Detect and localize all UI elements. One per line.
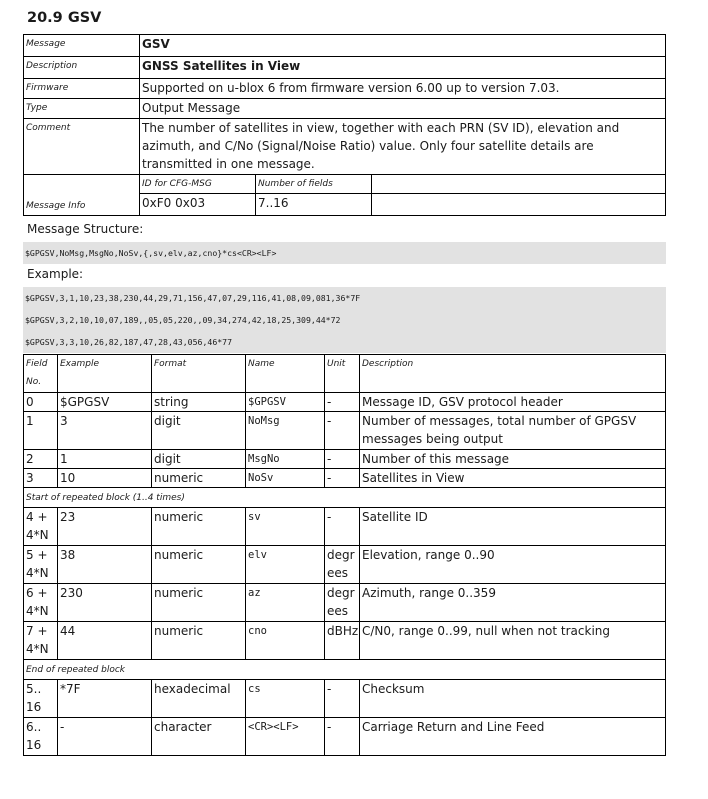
field-format: string	[152, 393, 246, 412]
field-unit: -	[325, 412, 360, 450]
field-name: NoMsg	[246, 412, 325, 450]
field-description: Carriage Return and Line Feed	[360, 718, 666, 756]
field-format: character	[152, 718, 246, 756]
table-row	[24, 546, 666, 584]
field-example: 3	[58, 412, 152, 450]
message-label: Message	[24, 35, 140, 57]
header-field-no: Field No.	[24, 355, 58, 393]
example-code-block	[23, 287, 666, 353]
field-no: 0	[24, 393, 58, 412]
field-description: Message ID, GSV protocol header	[360, 393, 666, 412]
field-unit: degrees	[325, 546, 360, 584]
field-description: Checksum	[360, 680, 666, 718]
field-example: 10	[58, 469, 152, 488]
field-description: Elevation, range 0..90	[360, 546, 666, 584]
field-format: hexadecimal	[152, 680, 246, 718]
type-value: Output Message	[140, 99, 666, 119]
field-example: 1	[58, 450, 152, 469]
section-heading: 20.9 GSV	[27, 10, 102, 26]
field-unit: dBHz	[325, 622, 360, 660]
field-no: 4 + 4*N	[24, 508, 58, 546]
field-no: 6.. 16	[24, 718, 58, 756]
header-format: Format	[152, 355, 246, 393]
structure-code: $GPGSV,NoMsg,MsgNo,NoSv,{,sv,elv,az,cno}*cs<CR><LF>	[25, 248, 277, 258]
field-name: <CR><LF>	[246, 718, 325, 756]
field-format: digit	[152, 412, 246, 450]
field-no: 5.. 16	[24, 680, 58, 718]
example-line: $GPGSV,3,3,10,26,82,187,47,28,43,056,46*77	[25, 337, 233, 347]
field-name: cno	[246, 622, 325, 660]
number-of-fields-header: Number of fields	[256, 175, 372, 194]
description-label: Description	[24, 57, 140, 79]
message-info-label: Message Info	[24, 175, 140, 216]
field-name: sv	[246, 508, 325, 546]
field-no: 5 + 4*N	[24, 546, 58, 584]
field-format: numeric	[152, 469, 246, 488]
field-name: NoSv	[246, 469, 325, 488]
structure-code-block	[23, 242, 666, 264]
field-unit: -	[325, 393, 360, 412]
table-row	[24, 508, 666, 546]
end-repeated-block: End of repeated block	[24, 660, 666, 680]
field-description: Satellites in View	[360, 469, 666, 488]
field-description: C/N0, range 0..99, null when not tracking	[360, 622, 666, 660]
table-row	[24, 450, 666, 469]
field-description: Number of this message	[360, 450, 666, 469]
table-row	[24, 412, 666, 450]
field-format: numeric	[152, 622, 246, 660]
field-format: numeric	[152, 508, 246, 546]
field-unit: -	[325, 450, 360, 469]
structure-label: Message Structure:	[27, 222, 144, 236]
field-unit: -	[325, 508, 360, 546]
field-name: $GPGSV	[246, 393, 325, 412]
id-value: 0xF0 0x03	[140, 194, 256, 216]
blank-cell	[372, 175, 666, 194]
field-description: Azimuth, range 0..359	[360, 584, 666, 622]
field-example: 230	[58, 584, 152, 622]
field-no: 3	[24, 469, 58, 488]
field-example: $GPGSV	[58, 393, 152, 412]
field-no: 7 + 4*N	[24, 622, 58, 660]
type-label: Type	[24, 99, 140, 119]
example-line: $GPGSV,3,1,10,23,38,230,44,29,71,156,47,07,29,116,41,08,09,081,36*7F	[25, 293, 361, 303]
firmware-label: Firmware	[24, 79, 140, 99]
field-name: MsgNo	[246, 450, 325, 469]
table-row	[24, 622, 666, 660]
field-description: Number of messages, total number of GPGSV messages being output	[360, 412, 666, 450]
field-example: *7F	[58, 680, 152, 718]
field-unit: -	[325, 680, 360, 718]
header-unit: Unit	[325, 355, 360, 393]
id-for-cfg-msg-header: ID for CFG-MSG	[140, 175, 256, 194]
start-repeated-block: Start of repeated block (1..4 times)	[24, 488, 666, 508]
description-value: GNSS Satellites in View	[140, 57, 666, 79]
header-example: Example	[58, 355, 152, 393]
field-example: 44	[58, 622, 152, 660]
field-name: elv	[246, 546, 325, 584]
firmware-value: Supported on u-blox 6 from firmware version 6.00 up to version 7.03.	[140, 79, 666, 99]
field-example: -	[58, 718, 152, 756]
field-example: 38	[58, 546, 152, 584]
field-unit: -	[325, 718, 360, 756]
message-value: GSV	[140, 35, 666, 57]
fields-table	[23, 354, 666, 756]
field-unit: -	[325, 469, 360, 488]
field-name: az	[246, 584, 325, 622]
blank-cell	[372, 194, 666, 216]
table-row	[24, 718, 666, 756]
fields-count-value: 7..16	[256, 194, 372, 216]
table-row	[24, 469, 666, 488]
field-no: 1	[24, 412, 58, 450]
table-row	[24, 393, 666, 412]
field-description: Satellite ID	[360, 508, 666, 546]
field-format: numeric	[152, 546, 246, 584]
field-no: 6 + 4*N	[24, 584, 58, 622]
comment-value: The number of satellites in view, together with each PRN (SV ID), elevation and azimuth, and C/No (Signal/Noise Ratio) value. Only four satellite details are transmitted in one message.	[140, 119, 666, 175]
table-row	[24, 584, 666, 622]
field-format: digit	[152, 450, 246, 469]
table-row	[24, 680, 666, 718]
example-line: $GPGSV,3,2,10,10,07,189,,05,05,220,,09,34,274,42,18,25,309,44*72	[25, 315, 341, 325]
message-info-table	[23, 34, 666, 216]
field-name: cs	[246, 680, 325, 718]
header-name: Name	[246, 355, 325, 393]
field-format: numeric	[152, 584, 246, 622]
field-unit: degrees	[325, 584, 360, 622]
field-no: 2	[24, 450, 58, 469]
comment-label: Comment	[24, 119, 140, 175]
example-label: Example:	[27, 267, 84, 281]
header-description: Description	[360, 355, 666, 393]
field-example: 23	[58, 508, 152, 546]
